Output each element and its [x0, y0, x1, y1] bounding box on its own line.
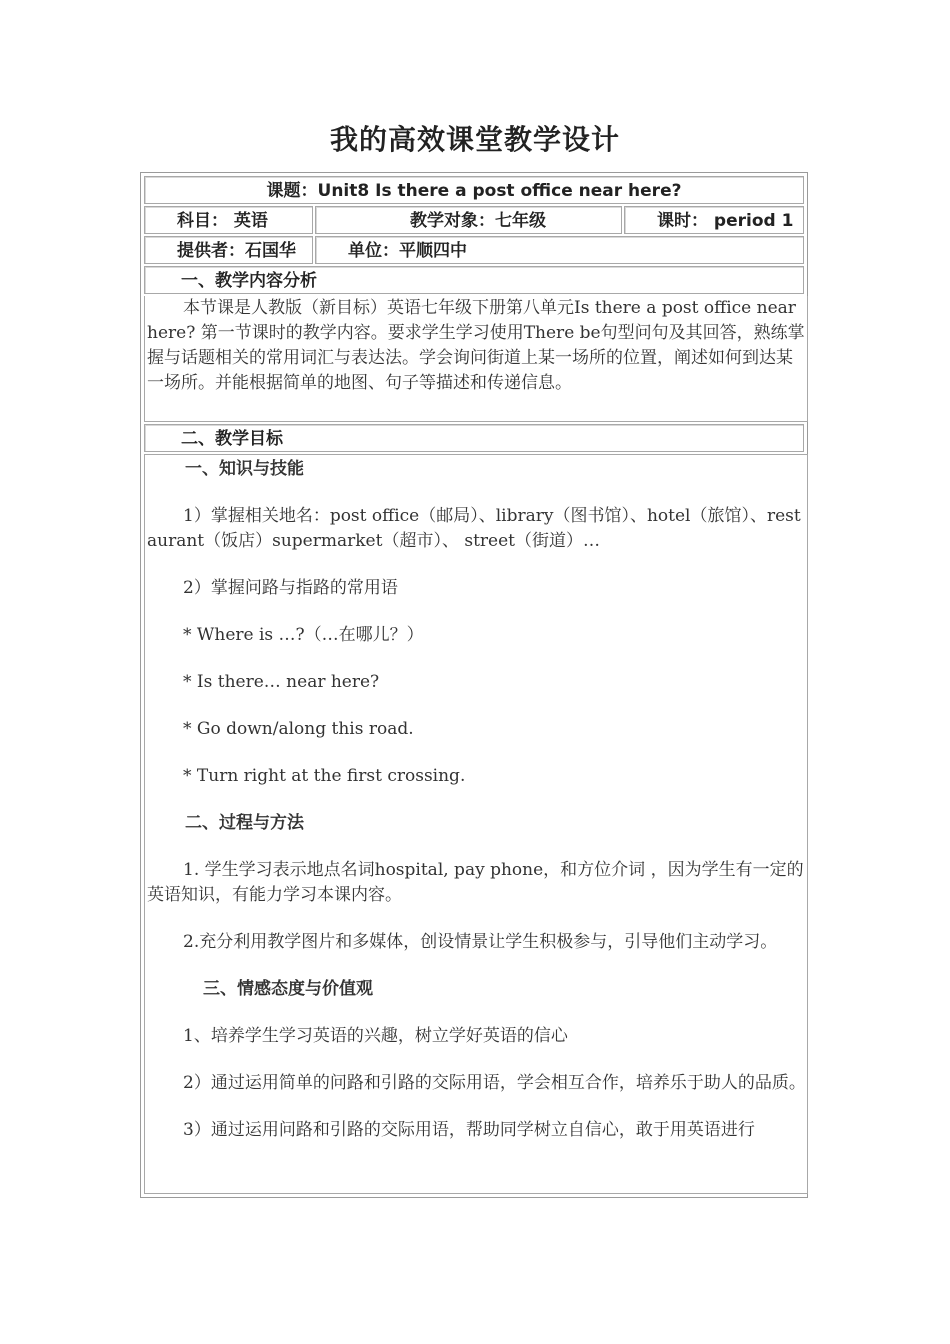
knowledge-item-2: 2）掌握问路与指路的常用语: [183, 578, 398, 598]
knowledge-item-3: * Where is …?（…在哪儿？）: [183, 625, 424, 645]
subject-cell: 科目： 英语: [144, 206, 313, 234]
values-heading: 三、情感态度与价值观: [203, 979, 373, 999]
provider-cell: 提供者：石国华: [144, 236, 313, 264]
section-content-analysis-heading: 一、教学内容分析: [144, 266, 804, 294]
values-item-1: 1、培养学生学习英语的兴趣，树立学好英语的信心: [183, 1026, 568, 1046]
unit-cell: 单位：平顺四中: [315, 236, 804, 264]
topic-cell: 课题：Unit8 Is there a post office near here?: [144, 176, 804, 204]
content-analysis-text: 本节课是人教版（新目标）英语七年级下册第八单元Is there a post office near here? 第一节课时的教学内容。要求学生学习使用There be句型问句及其回答，熟练掌握与话题相关的常用词汇与表达法。学会询问街道上某一场所的位置，阐述如何到达某一场所。并能根据简单的地图、句子等描述和传递信息。: [147, 298, 805, 393]
process-item-2: 2.充分利用教学图片和多媒体，创设情景让学生积极参与，引导他们主动学习。: [183, 932, 778, 952]
knowledge-item-5: * Go down/along this road.: [183, 719, 414, 739]
knowledge-item-6: * Turn right at the first crossing.: [183, 766, 466, 786]
audience-cell: 教学对象：七年级: [315, 206, 622, 234]
knowledge-item-1: 1）掌握相关地名：post office（邮局）、library（图书馆）、hotel（旅馆）、restaurant（饭店）supermarket（超市）、 street（街道）…: [147, 506, 801, 551]
process-methods-heading: 二、过程与方法: [185, 813, 304, 833]
process-item-1: 1. 学生学习表示地点名词hospital, pay phone，和方位介词 ，因为学生有一定的英语知识，有能力学习本课内容。: [147, 860, 804, 905]
period-cell: 课时： period 1: [624, 206, 804, 234]
knowledge-item-4: * Is there… near here?: [183, 672, 380, 692]
values-item-3: 3）通过运用问路和引路的交际用语，帮助同学树立自信心，敢于用英语进行: [183, 1120, 755, 1140]
objectives-box: [144, 454, 808, 1194]
document-title: 我的高效课堂教学设计: [329, 123, 620, 156]
values-item-2: 2）通过运用简单的问路和引路的交际用语，学会相互合作，培养乐于助人的品质。: [183, 1073, 806, 1093]
knowledge-skills-heading: 一、知识与技能: [185, 459, 304, 479]
section-objectives-heading: 二、教学目标: [144, 424, 804, 452]
content-analysis-box: [144, 296, 808, 422]
